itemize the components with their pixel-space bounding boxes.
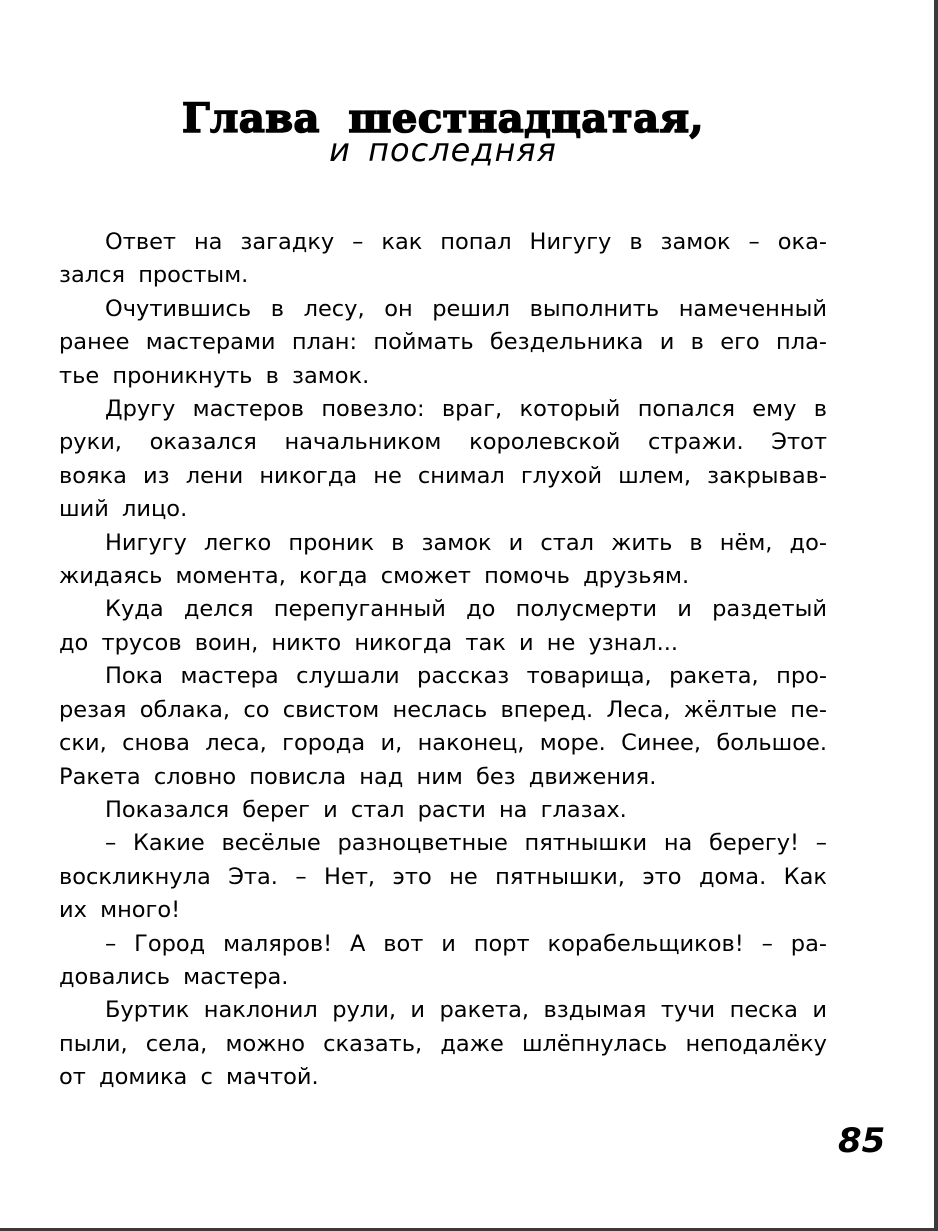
page-number: 85	[838, 1121, 886, 1161]
body-text	[59, 226, 827, 1095]
paragraph: Куда делся перепуганный до полусмерти и раздетый до трусов воин, никто никогда так и не узнал...	[59, 596, 827, 656]
paragraph: Показался берег и стал расти на глазах.	[105, 796, 627, 823]
paragraph: Нигугу легко проник в замок и стал жить в нём, дожидаясь момента, когда сможет помочь друзьям.	[59, 529, 827, 590]
paragraph: Другу мастеров повезло: враг, который попался ему в руки, оказался начальником королевской стражи. Этот вояка из лени никогда не снимал глухой шлем, закрывавший лицо.	[59, 396, 827, 523]
paragraph: Очутившись в лесу, он решил выполнить намеченный ранее мастерами план: поймать бездельника и в его платье проникнуть в замок.	[59, 295, 827, 389]
paragraph: Буртик наклонил рули, и ракета, вздымая тучи песка и пыли, села, можно сказать, даже шлёпнулась неподалёку от домика с мачтой.	[59, 997, 827, 1091]
page-edge	[934, 0, 938, 1231]
paragraph: – Какие весёлые разноцветные пятнышки на берегу! – воскликнула Эта. – Нет, это не пятнышки, это дома. Как их много!	[59, 830, 827, 924]
chapter-subtitle: и последняя	[329, 131, 557, 169]
chapter-title: Глава шестнадцатая,	[182, 94, 704, 142]
paragraph: Пока мастера слушали рассказ товарища, ракета, прорезая облака, со свистом неслась вперед. Леса, жёлтые пески, снова леса, города и, наконец, море. Синее, большое. Ракета словно повисла над ним без движения.	[59, 663, 827, 790]
paragraph: – Город маляров! А вот и порт корабельщиков! – радовались мастера.	[59, 930, 827, 990]
paragraph: Ответ на загадку – как попал Нигугу в замок – оказался простым.	[59, 229, 827, 289]
